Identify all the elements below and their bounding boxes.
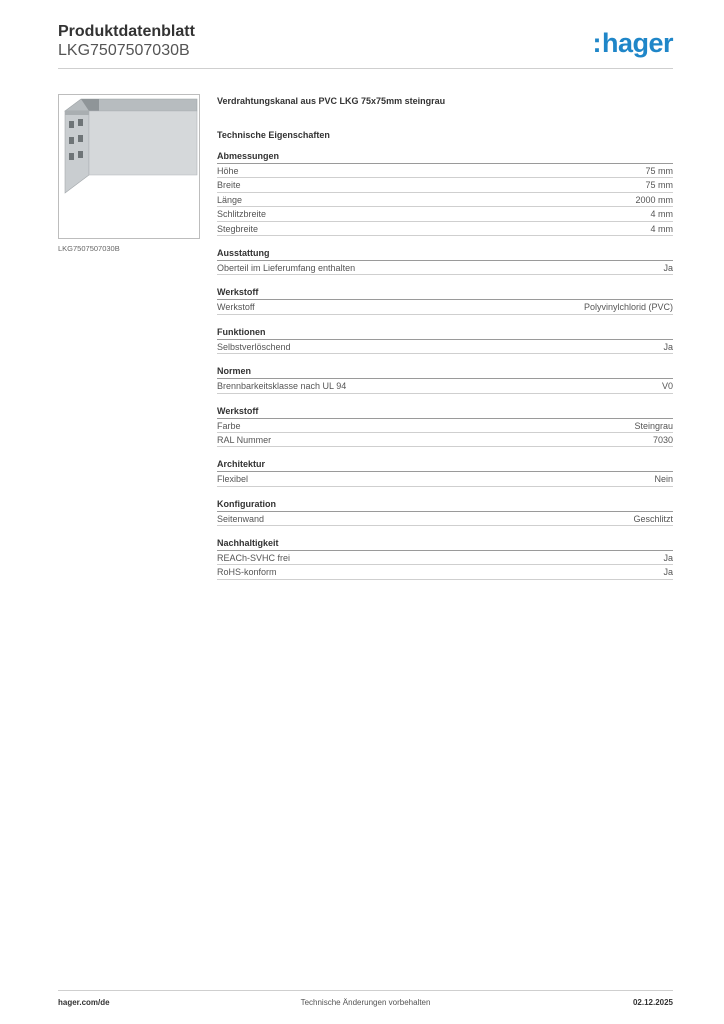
property-label: Oberteil im Lieferumfang enthalten xyxy=(217,262,356,273)
page-title: Produktdatenblatt xyxy=(58,23,195,40)
section-title: Nachhaltigkeit xyxy=(217,538,673,551)
property-label: Werkstoff xyxy=(217,302,255,313)
property-label: Schlitzbreite xyxy=(217,209,267,220)
property-value: 4 mm xyxy=(650,223,673,234)
property-section xyxy=(217,327,673,354)
property-section xyxy=(217,538,673,580)
section-title: Ausstattung xyxy=(217,248,673,261)
property-value: Ja xyxy=(663,567,673,578)
property-label: Länge xyxy=(217,194,243,205)
product-title: Verdrahtungskanal aus PVC LKG 75x75mm steingrau xyxy=(217,96,446,106)
property-section xyxy=(217,406,673,448)
section-title: Normen xyxy=(217,366,673,379)
cable-duct-illustration-icon xyxy=(59,95,199,238)
property-label: Seitenwand xyxy=(217,513,265,524)
property-label: Höhe xyxy=(217,166,239,176)
property-value: 75 mm xyxy=(645,166,673,176)
property-label: Stegbreite xyxy=(217,223,259,234)
tech-properties-heading: Technische Eigenschaften xyxy=(217,130,330,140)
property-row xyxy=(217,300,673,314)
property-section xyxy=(217,151,673,236)
property-label: REACh-SVHC frei xyxy=(217,553,291,564)
hager-logo xyxy=(592,28,673,59)
property-row xyxy=(217,512,673,526)
property-row xyxy=(217,379,673,393)
property-value: V0 xyxy=(661,381,673,392)
property-sections xyxy=(217,151,673,580)
section-title: Werkstoff xyxy=(217,406,673,419)
product-image xyxy=(58,94,200,239)
property-label: RAL Nummer xyxy=(217,434,272,445)
property-value: Polyvinylchlorid (PVC) xyxy=(583,302,673,313)
property-section xyxy=(217,499,673,526)
property-row xyxy=(217,551,673,565)
product-code: LKG7507507030B xyxy=(58,42,190,59)
logo-text: hager xyxy=(601,28,673,58)
property-label: RoHS-konform xyxy=(217,567,277,578)
property-row xyxy=(217,472,673,486)
property-section xyxy=(217,248,673,275)
property-row xyxy=(217,222,673,236)
property-value: Ja xyxy=(663,262,673,273)
section-title: Werkstoff xyxy=(217,287,673,300)
property-label: Farbe xyxy=(217,420,241,431)
property-section xyxy=(217,459,673,486)
property-value: 75 mm xyxy=(645,180,673,191)
property-value: Steingrau xyxy=(634,420,673,431)
product-image-caption: LKG7507507030B xyxy=(58,244,120,253)
property-label: Selbstverlöschend xyxy=(217,341,291,352)
logo-colon-mark: : xyxy=(592,28,601,58)
property-value: 2000 mm xyxy=(635,194,673,205)
property-row xyxy=(217,207,673,221)
property-row xyxy=(217,261,673,275)
property-section xyxy=(217,287,673,314)
section-title: Architektur xyxy=(217,459,673,472)
footer-disclaimer: Technische Änderungen vorbehalten xyxy=(300,998,431,1007)
property-row xyxy=(217,164,673,178)
section-title: Funktionen xyxy=(217,327,673,340)
header-divider xyxy=(58,68,673,69)
section-title: Abmessungen xyxy=(217,151,673,164)
property-row xyxy=(217,340,673,354)
footer-website-link[interactable]: hager.com/de xyxy=(58,998,110,1007)
property-row xyxy=(217,193,673,207)
property-row xyxy=(217,565,673,579)
product-details xyxy=(217,96,673,592)
property-value: Ja xyxy=(663,341,673,352)
footer-date: 02.12.2025 xyxy=(632,998,673,1007)
property-section xyxy=(217,366,673,393)
property-value: 4 mm xyxy=(650,209,673,220)
property-label: Brennbarkeitsklasse nach UL 94 xyxy=(217,381,347,392)
property-row xyxy=(217,419,673,433)
footer-divider xyxy=(58,990,673,991)
page-header xyxy=(58,22,673,68)
property-value: Ja xyxy=(663,553,673,564)
property-value: Nein xyxy=(654,474,673,485)
section-title: Konfiguration xyxy=(217,499,673,512)
property-label: Breite xyxy=(217,180,241,191)
property-value: 7030 xyxy=(652,434,673,445)
property-row xyxy=(217,178,673,192)
property-value: Geschlitzt xyxy=(633,513,673,524)
property-row xyxy=(217,433,673,447)
property-label: Flexibel xyxy=(217,474,249,485)
